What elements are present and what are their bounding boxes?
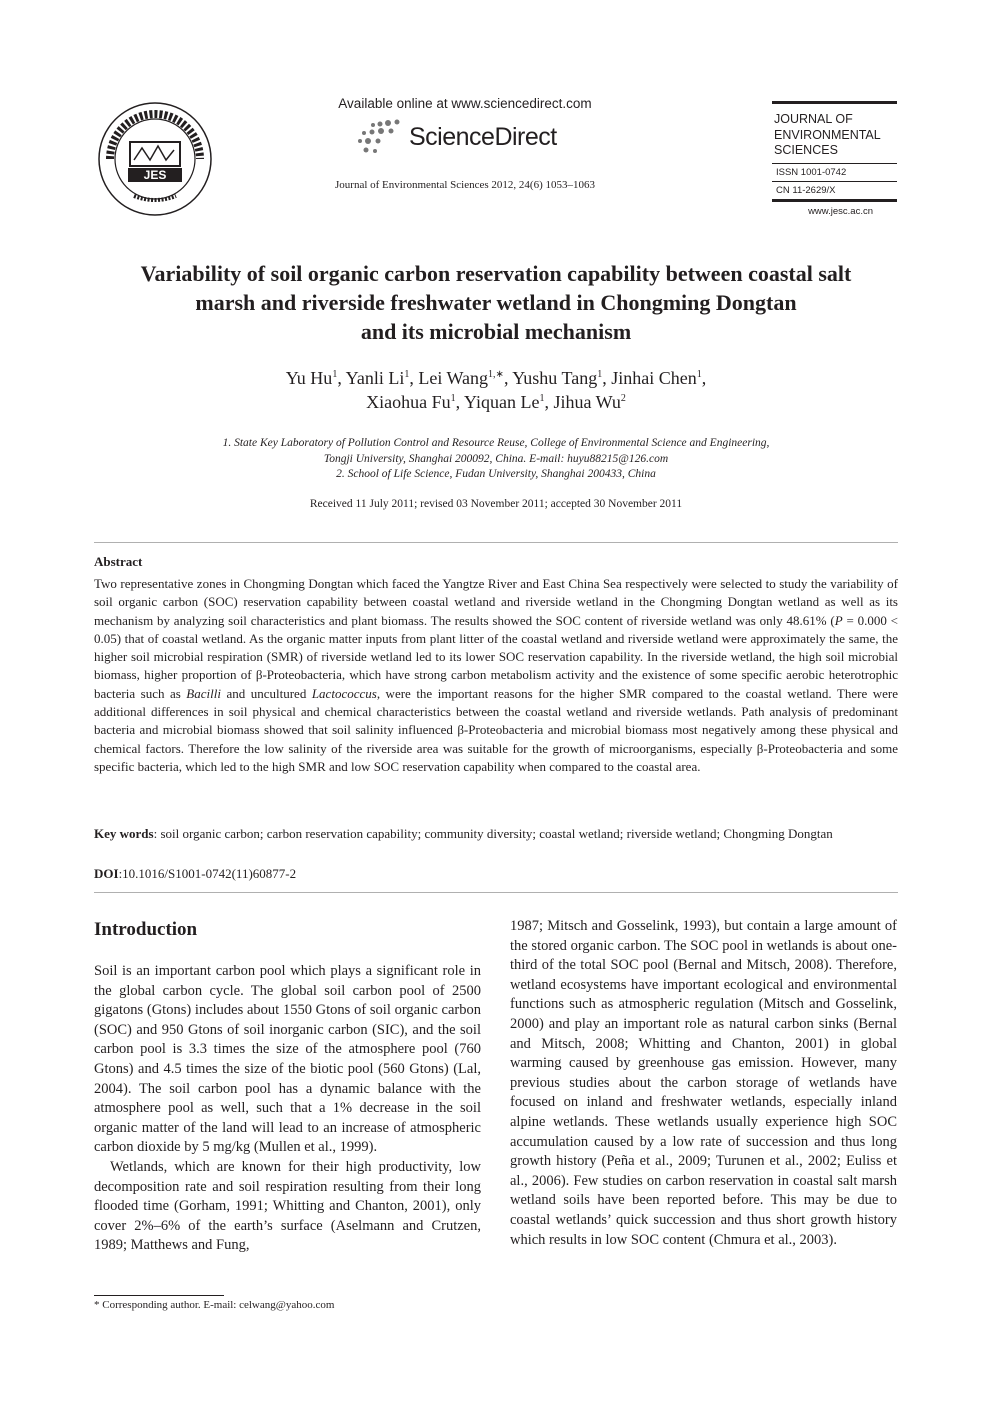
jes-journal-logo <box>94 100 216 218</box>
journal-name: JOURNAL OF ENVIRONMENTAL SCIENCES <box>774 112 881 157</box>
received-dates: Received 11 July 2011; revised 03 November 2011; accepted 30 November 2011 <box>309 498 683 510</box>
sciencedirect-wordmark: ScienceDirect <box>409 123 557 151</box>
keywords: Key words: soil organic carbon; carbon reservation capability; community diversity; coastal wetland; riverside wetland; Chongming Dongtan <box>94 826 833 841</box>
author-name: Jinhai Chen <box>611 368 697 388</box>
sciencedirect-logo <box>300 117 630 161</box>
author-name: Yanli Li <box>345 368 405 388</box>
author-name: Lei Wang <box>418 368 489 388</box>
author-name: Yiquan Le <box>463 392 540 412</box>
divider <box>94 892 898 893</box>
body-column-right <box>510 917 897 1250</box>
sciencedirect-dots-icon <box>353 119 413 159</box>
author-name: Yushu Tang <box>512 368 598 388</box>
abstract-text: Two representative zones in Chongming Dongtan which faced the Yangtze River and East China Sea respectively were selected to study the variability of soil organic carbon (SOC) reservation capability between coastal wetland and riverside wetland in the Chongming Dongtan wetland as well as its mechanism by analyzing soil characteristics and plant biomass. The results showed the SOC content of riverside wetland was only 48.61% (P = 0.000 < 0.05) that of coastal wetland. As the organic matter inputs from plant litter of the coastal wetland and riverside wetland were approximately the same, the higher soil microbial respiration (SMR) of riverside wetland led to its lower SOC reservation capability. In the riverside wetland, the high soil microbial biomass, higher proportion of β-Proteobacteria, which have strong carbon metabolism activity and the existence of some specific aerobic heterotrophic bacteria such as Bacilli and uncultured Lactococcus, were the important reasons for the higher SMR compared to the coastal wetland. There were additional differences in soil physical and chemical characteristics between the coastal wetland and riverside wetlands. Path analysis of predominant bacteria and microbial biomass showed that soil salinity influenced β-Proteobacteria and microbial biomass most negatively among these physical and chemical factors. Therefore the low salinity of the riverside area was suitable for the growth of microorganisms, especially β-Proteobacteria and some specific bacteria, which led to the high SMR and low SOC reservation capability when compared to the coastal area. <box>94 576 898 774</box>
article-title: Variability of soil organic carbon reservation capability between coastal salt marsh and riverside freshwater wetland in Chongming Dongtan and its microbial mechanism <box>140 261 852 344</box>
journal-info-box <box>772 101 897 217</box>
available-online-text: Available online at www.sciencedirect.com <box>338 96 592 111</box>
author-name: Xiaohua Fu <box>366 392 451 412</box>
divider <box>94 542 898 543</box>
cn-number: CN 11-2629/X <box>776 184 836 196</box>
journal-citation: Journal of Environmental Sciences 2012, 24(6) 1053–1063 <box>335 179 595 191</box>
paragraph: 1987; Mitsch and Gosselink, 1993), but contain a large amount of the stored organic carbon. The SOC pool in wetlands is about one-third of the total SOC pool (Bernal and Mitsch, 2008). Therefore, wetland ecosystems have important ecological and environmental functions such as atmospheric regulation (Mitsch and Gosselink, 2000) and play an important role as natural carbon sinks (Bernal and Mitsch, 2008; Whitting and Chanton, 2001) in global warming caused by greenhouse gas emission. However, many previous studies about the carbon storage of wetlands have focused on inland and freshwater wetlands, especially inland alpine wetlands. These wetlands usually experience high SOC accumulation caused by a low rate of succession and thus long growth history (Peña et al., 2009; Turunen et al., 2002; Euliss et al., 2006). Few studies on carbon reservation in coastal salt marsh wetland soils have been reported before. This may be due to coastal wetlands’ quick succession and thus short growth history which results in low SOC content (Chmura et al., 2003). <box>510 918 897 1248</box>
abstract-heading: Abstract <box>94 554 143 569</box>
sciencedirect-block <box>300 96 630 191</box>
corresponding-author-footnote: * Corresponding author. E-mail: celwang@yahoo.com <box>94 1299 335 1311</box>
journal-website-link[interactable]: www.jesc.ac.cn <box>808 205 873 217</box>
paragraph: Wetlands, which are known for their high productivity, low decomposition rate and soil respiration resulting from their long flooded time (Gorham, 1991; Whitting and Chanton, 2001), only cover 2%–6% of the earth’s surface (Aselmann and Crutzen, 1989; Matthews and Fung, <box>94 1158 481 1254</box>
footnote-divider <box>94 1295 224 1296</box>
author-name: Jihua Wu <box>553 392 621 412</box>
logo-text: JES <box>143 168 167 182</box>
doi: DOI:10.1016/S1001-0742(11)60877-2 <box>94 866 297 881</box>
body-column-left <box>94 962 481 1256</box>
author-name: Yu Hu <box>285 368 333 388</box>
affiliations: 1. State Key Laboratory of Pollution Control and Resource Reuse, College of Environmental Science and Engineering, Tongji University, Shanghai 200092, China. E-mail: huyu88215@126.com 2. School of Life Science, Fudan University, Shanghai 200433, China <box>222 437 770 480</box>
section-heading-introduction: Introduction <box>94 919 198 940</box>
author-list: Yu Hu$^1$, Yanli Li$^1$, Lei Wang$^{1,∗}$, Yushu Tang$^1$, Jinhai Chen$^1$, Xiaohua Fu$^1$, Yiquan Le$^1$, Jihua Wu$^2$ <box>285 368 707 412</box>
paragraph: Soil is an important carbon pool which plays a significant role in the global carbon cycle. The global soil carbon pool of 2500 gigatons (Gtons) includes about 1550 Gtons of soil organic carbon (SOC) and 950 Gtons of soil inorganic carbon (SIC), and the soil carbon pool is 3.3 times the size of the atmosphere pool (760 Gtons) and 4.5 times the size of the biotic pool (560 Gtons) (Lal, 2004). The soil carbon pool has a dynamic balance with the atmosphere pool as well, such that a 1% decrease in the soil organic matter of the land will lead to an increase of atmospheric carbon dioxide by 5 mg/kg (Mullen et al., 1999). <box>94 963 481 1156</box>
issn: ISSN 1001-0742 <box>776 166 847 178</box>
